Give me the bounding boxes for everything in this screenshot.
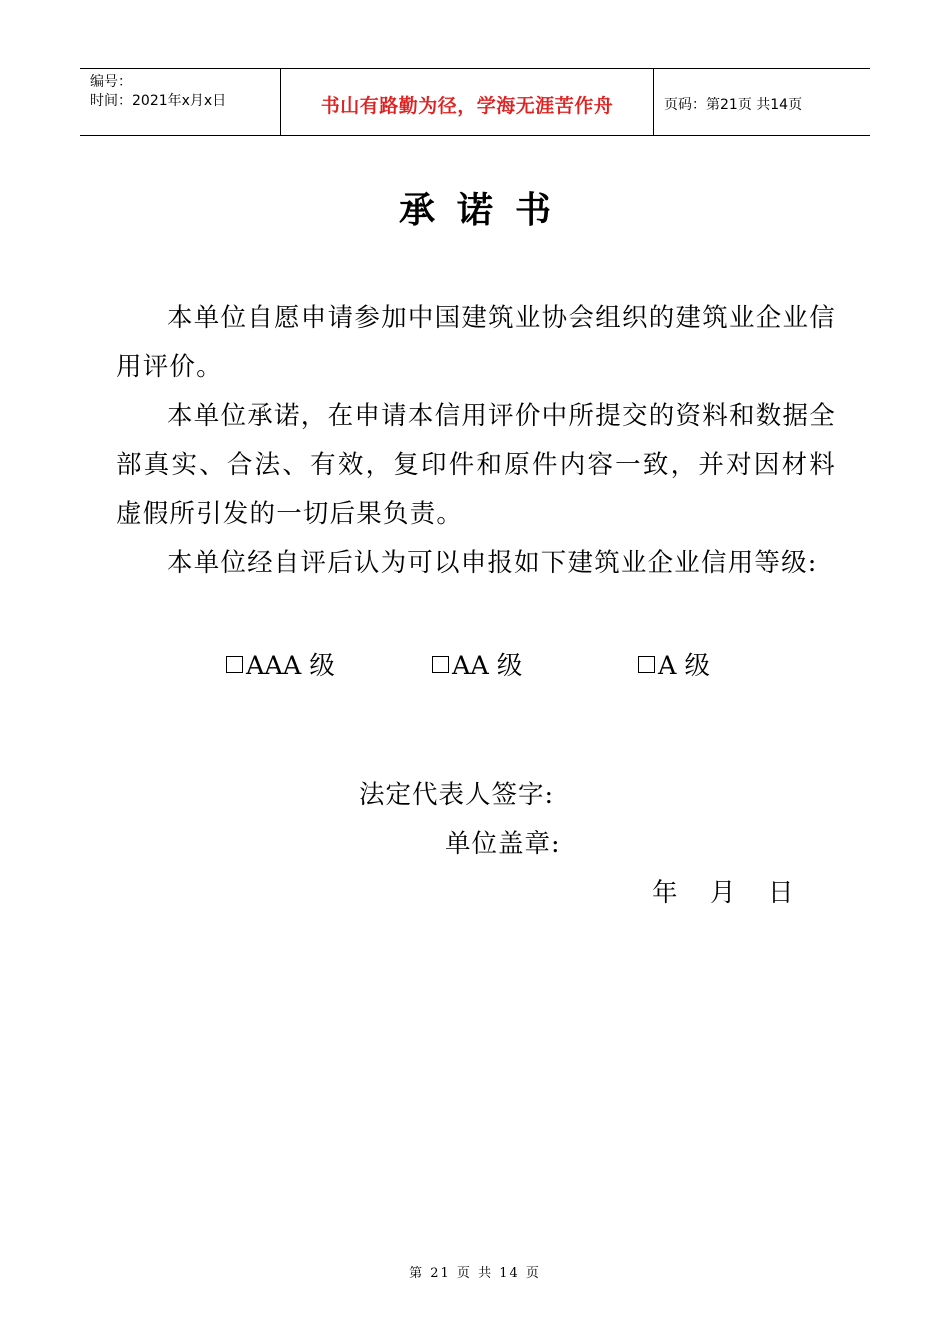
option-aa-label: AA 级 (452, 651, 523, 681)
page-header (80, 68, 870, 136)
option-aa[interactable] (432, 646, 522, 682)
date-year-label: 年 (652, 878, 678, 908)
paragraph-application: 本单位自愿申请参加中国建筑业协会组织的建筑业企业信用评价。 (116, 303, 836, 382)
paragraph-commitment: 本单位承诺，在申请本信用评价中所提交的资料和数据全部真实、合法、有效，复印件和原件内容一致，并对因材料虚假所引发的一切后果负责。 (116, 401, 836, 529)
header-meta-cell (80, 69, 281, 135)
header-motto-cell (281, 69, 654, 135)
option-aaa-label: AAA 级 (246, 651, 335, 681)
document-title: 承诺书 (398, 190, 573, 231)
grade-options (0, 646, 950, 686)
date-line (652, 873, 794, 909)
header-page-info: 页码：第21页 共14页 (664, 97, 803, 113)
header-time-label: 时间：2021年x月x日 (90, 93, 227, 109)
option-a[interactable] (638, 646, 710, 682)
header-number-label: 编号： (90, 74, 132, 90)
option-aaa[interactable] (226, 646, 335, 682)
representative-signature-label: 法定代表人签字: (359, 780, 555, 810)
header-page-cell (654, 69, 870, 135)
checkbox-aaa[interactable] (226, 656, 243, 673)
unit-seal-label: 单位盖章: (445, 829, 561, 859)
date-month-label: 月 (710, 878, 736, 908)
option-a-label: A 级 (658, 651, 711, 681)
checkbox-a[interactable] (638, 656, 655, 673)
date-day-label: 日 (768, 878, 794, 908)
page-footer: 第 21 页 共 14 页 (409, 1266, 541, 1281)
document-body (116, 294, 836, 588)
paragraph-grade-request: 本单位经自评后认为可以申报如下建筑业企业信用等级: (167, 548, 818, 578)
checkbox-aa[interactable] (432, 656, 449, 673)
header-motto: 书山有路勤为径，学海无涯苦作舟 (320, 94, 614, 117)
